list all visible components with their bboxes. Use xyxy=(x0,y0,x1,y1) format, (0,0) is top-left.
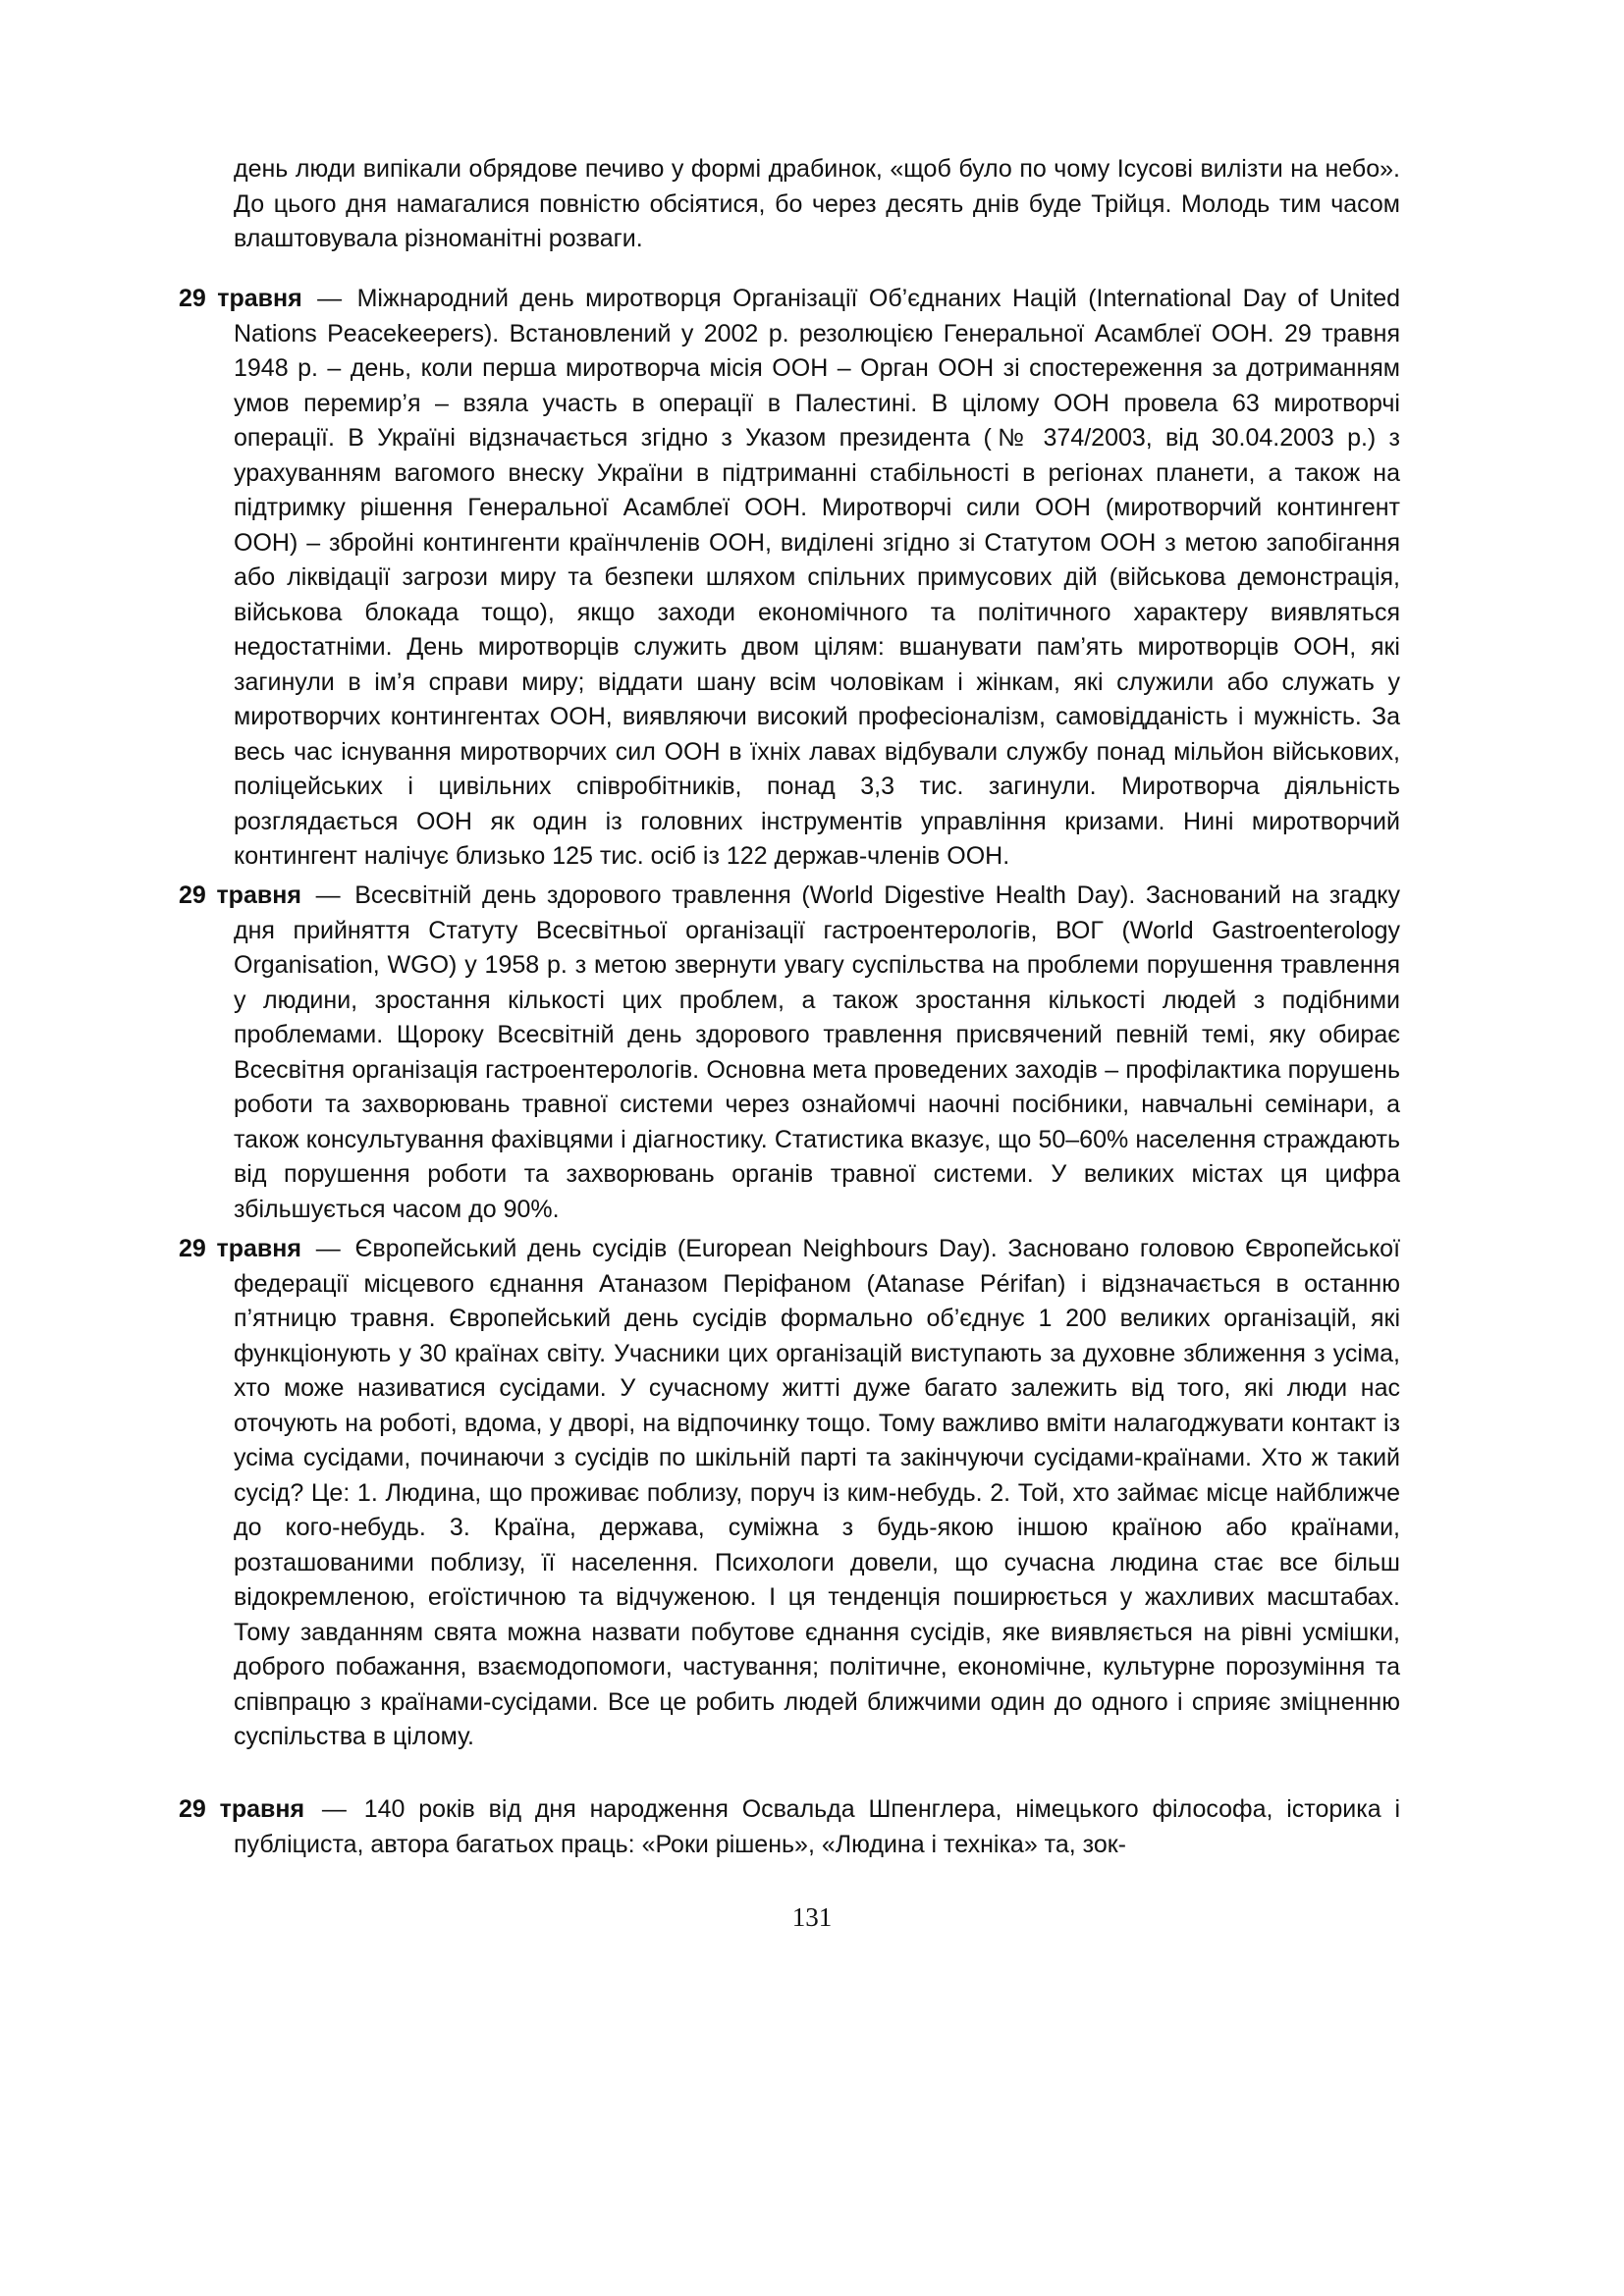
calendar-entry xyxy=(179,879,1400,1227)
entry-dash: — xyxy=(321,1795,347,1823)
entry-text: Європейський день сусідів (European Neighbours Day). Засновано головою Європейської федерації місцевого єднання Атаназом Періфаном (Atanase Périfan) і відзначається в останню п’ятницю травня. Європейський день сусідів формально об’єднує 1 200 великих організацій, які функціонують у 30 країнах світу. Учасники цих організацій виступають за духовне зближення з усіма, хто може називатися сусідами. У сучасному житті дуже багато залежить від того, які люди нас оточують на роботі, вдома, у дворі, на відпочинку тощо. Тому важливо вміти налагоджувати контакт із усіма сусідами, починаючи з сусідів по шкільній парті та закінчуючи сусідами-країнами. Хто ж такий сусід? Це: 1. Людина, що проживає поблизу, поруч із ким-небудь. 2. Той, хто займає місце найближче до кого-небудь. 3. Країна, держава, суміжна з будь-якою іншою країною або країнами, розташованими поблизу, її населення. Психологи довели, що сучасна людина стає все більш відокремленою, егоїстичною та відчуженою. І ця тенденція поширюється у жахливих масштабах. Тому завданням свята можна назвати побутове єднання сусідів, яке виявляється на рівні усмішки, доброго побажання, взаємодопомоги, частування; політичне, економічне, культурне порозуміння та співпрацю з країнами-сусідами. Все це робить людей ближчими один до одного і сприяє зміцненню суспільства в цілому. xyxy=(234,1235,1401,1750)
entry-dash: — xyxy=(315,1235,341,1262)
entry-date: 29 травня xyxy=(179,1235,301,1262)
entry-text: 140 років від дня народження Освальда Шпенглера, німецького філософа, історика і публіциста, автора багатьох праць: «Роки рішень», «Людина і техніка» та, зок- xyxy=(234,1795,1400,1858)
continuation-paragraph: день люди випікали обрядове печиво у формі драбинок, «щоб було по чому Ісусові вилізти на небо». До цього дня намагалися повністю обсіятися, бо через десять днів буде Трійця. Молодь тим часом влаштовувала різноманітні розваги. xyxy=(234,155,1400,252)
entry-date: 29 травня xyxy=(179,881,301,909)
entry-date: 29 травня xyxy=(179,285,302,312)
entry-date: 29 травня xyxy=(179,1795,305,1823)
page-number: 131 xyxy=(791,1902,833,1932)
entry-dash: — xyxy=(317,285,343,312)
entry-text: Всесвітній день здорового травлення (World Digestive Health Day). Заснований на згадку дня прийняття Статуту Всесвітньої організації гастроентерологів, ВОГ (World Gastroenterology Organisation, WGO) у 1958 р. з метою звернути увагу суспільства на проблеми порушення травлення у людини, зростання кількості цих проблем, а також зростання кількості людей з подібними проблемами. Щороку Всесвітній день здорового травлення присвячений певній темі, яку обирає Всесвітня організація гастроентерологів. Основна мета проведених заходів – профілактика порушень роботи та захворювань травної системи через ознайомчі наочні посібники, навчальні семінари, а також консультування фахівцями і діагностику. Статистика вказує, що 50–60% населення страждають від порушення роботи та захворювань органів травної системи. У великих містах ця цифра збільшується часом до 90%. xyxy=(234,881,1400,1223)
calendar-entry xyxy=(179,1232,1400,1755)
entry-dash: — xyxy=(315,881,341,909)
calendar-entry xyxy=(179,282,1400,875)
calendar-entry xyxy=(179,1792,1400,1862)
entry-text: Міжнародний день миротворця Організації Об’єднаних Націй (International Day of United Nations Peacekeepers). Встановлений у 2002 р. резолюцією Генеральної Асамблеї ООН. 29 травня 1948 р. – день, коли перша миротворча місія ООН – Орган ООН зі спостереження за дотриманням умов перемир’я – взяла участь в операції в Палестині. В цілому ООН провела 63 миротворчі операції. В Україні відзначається згідно з Указом президента (№ 374/2003, від 30.04.2003 р.) з урахуванням вагомого внеску України в підтриманні стабільності в регіонах планети, а також на підтримку рішення Генеральної Асамблеї ООН. Миротворчі сили ООН (миротворчий контингент ООН) – збройні контингенти країнчленів ООН, виділені згідно зі Статутом ООН з метою запобігання або ліквідації загрози миру та безпеки шляхом спільних примусових дій (військова демонстрація, військова блокада тощо), якщо заходи економічного та політичного характеру виявляться недостатніми. День миротворців служить двом цілям: вшанувати пам’ять миротворців ООН, які загинули в ім’я справи миру; віддати шану всім чоловікам і жінкам, які служили або служать у миротворчих контингентах ООН, виявляючи високий професіоналізм, самовідданість і мужність. За весь час існування миротворчих сил ООН в їхніх лавах відбували службу понад мільйон військових, поліцейських і цивільних співробітників, понад 3,3 тис. загинули. Миротворча діяльність розглядається ООН як один із головних інструментів управління кризами. Нині миротворчий контингент налічує близько 125 тис. осіб із 122 держав-членів ООН. xyxy=(234,285,1400,870)
